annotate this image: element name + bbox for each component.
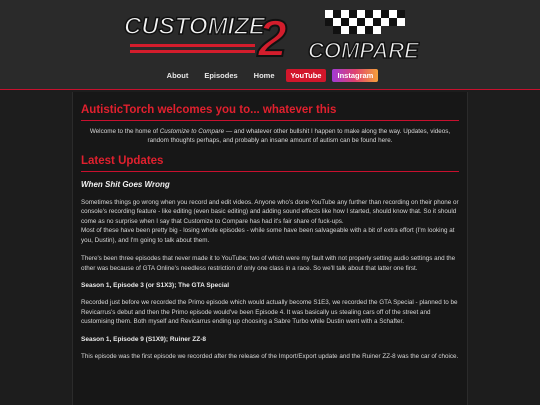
- nav-instagram[interactable]: Instagram: [332, 69, 378, 82]
- post-title: When Shit Goes Wrong: [81, 179, 170, 189]
- main-content: [72, 92, 468, 405]
- nav-episodes[interactable]: Episodes: [204, 70, 238, 80]
- logo-line2: COMPARE: [308, 38, 419, 63]
- intro-text: Welcome to the home of Customize to Compare — and whatever other bullshit I happen to make along the way. Updates, videos, random thoughts perhaps, and probably an insane amount of autism can be found here.: [89, 128, 451, 145]
- nav-home[interactable]: Home: [253, 70, 275, 80]
- post-paragraph: This episode was the first episode we recorded after the release of the Import/Export update and the Ruiner ZZ-8 was the car of choice.: [81, 352, 459, 360]
- logo-stripe: [130, 50, 255, 53]
- post-subheading: Season 1, Episode 9 (S1X9); Ruiner ZZ-8: [81, 335, 206, 343]
- latest-updates-heading: Latest Updates: [81, 155, 459, 172]
- main-nav: [0, 68, 540, 82]
- nav-about[interactable]: About: [166, 70, 189, 80]
- post-paragraph: Sometimes things go wrong when you record and edit videos. Anyone who's done YouTube any further than recording on their phone or console's recording feature - like editing (even basic editing) and adding sound effects like how I started, should know that. So it should come as no surprise when I say that Customize to Compare has had it's fair share of fuck-ups.: [81, 198, 459, 225]
- site-logo[interactable]: [120, 8, 420, 64]
- post-paragraph: Most of these have been pretty big - losing whole episodes - while some have been salvageable with a bit of extra effort (I'm looking at you, Dustin), and I'm going to talk about them.: [81, 227, 455, 244]
- post-paragraph: There's been three episodes that never made it to YouTube; two of which were my fault with not properly setting audio settings and the other was because of GTA Online's needless restriction of only one class in a race. So we'll talk about that latter one first.: [81, 255, 456, 272]
- logo-line1: CUSTOMIZE: [124, 13, 265, 40]
- logo-number: 2: [258, 10, 287, 64]
- welcome-heading: AutisticTorch welcomes you to... whatever this: [81, 104, 459, 121]
- show-name: Customize to Compare: [159, 128, 225, 135]
- post-paragraph: Recorded just before we recorded the Primo episode which would actually become S1E3, we recorded the GTA Special - planned to be Revicarrus's debut and then the Primo episode would've been Episode 4. It was basically us stealing cars off of the street and customising them. Both myself and Revicarrus ending up choosing a Sabre Turbo while Dustin went with a Schafter.: [81, 299, 458, 326]
- post-subheading: Season 1, Episode 3 (or S1X3); The GTA Special: [81, 282, 230, 290]
- nav-youtube[interactable]: YouTube: [286, 69, 327, 82]
- checkered-flag-icon: [325, 10, 405, 34]
- logo-stripe: [130, 44, 255, 47]
- site-header: [0, 0, 540, 90]
